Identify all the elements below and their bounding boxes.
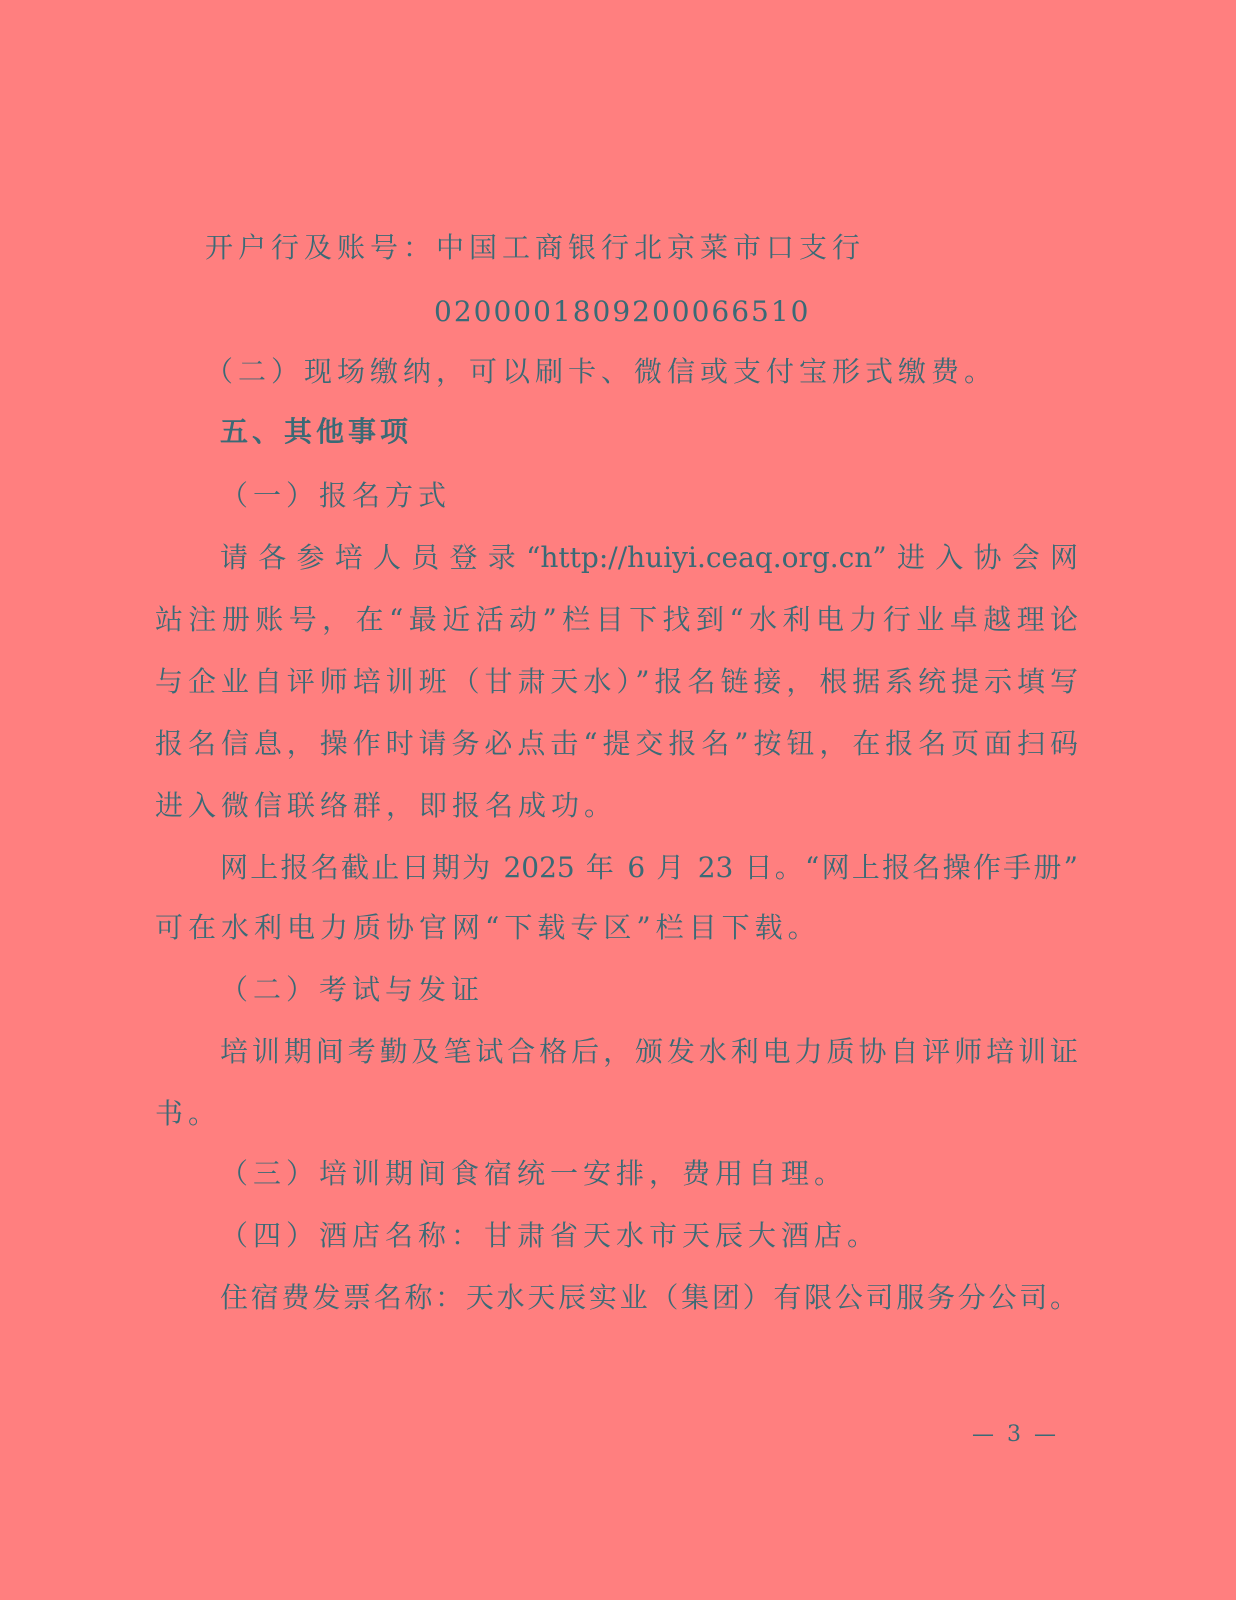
exam-paragraph-line: 书。 — [155, 1097, 222, 1130]
account-number: 0200001809200066510 — [434, 295, 811, 328]
deadline-paragraph-line: 可在水利电力质协官网“下载专区”栏目下载。 — [155, 911, 821, 944]
registration-paragraph-line: 请各参培人员登录“http://huiyi.ceaq.org.cn”进入协会网 — [220, 541, 1078, 574]
registration-paragraph-line: 进入微信联络群，即报名成功。 — [155, 789, 618, 822]
registration-paragraph-line: 站注册账号，在“最近活动”栏目下找到“水利电力行业卓越理论 — [155, 603, 1078, 636]
subheading-exam-certificate: （二）考试与发证 — [220, 973, 485, 1006]
registration-paragraph-line: 报名信息，操作时请务必点击“提交报名”按钮，在报名页面扫码 — [155, 727, 1078, 760]
page-number: — 3 — — [972, 1422, 1059, 1447]
bank-account-line: 开户行及账号：中国工商银行北京菜市口支行 — [205, 231, 866, 264]
registration-paragraph-line: 与企业自评师培训班（甘肃天水）”报名链接，根据系统提示填写 — [155, 665, 1078, 698]
subheading-registration: （一）报名方式 — [220, 479, 452, 512]
accommodation-line: （三）培训期间食宿统一安排，费用自理。 — [220, 1157, 848, 1190]
section-heading-other-matters: 五、其他事项 — [220, 415, 413, 448]
hotel-name-line: （四）酒店名称：甘肃省天水市天辰大酒店。 — [220, 1219, 881, 1252]
deadline-paragraph-line: 网上报名截止日期为 2025 年 6 月 23 日。“网上报名操作手册” — [220, 851, 1078, 884]
onsite-payment-line: （二）现场缴纳，可以刷卡、微信或支付宝形式缴费。 — [205, 355, 998, 388]
exam-paragraph-line: 培训期间考勤及笔试合格后，颁发水利电力质协自评师培训证 — [220, 1035, 1078, 1068]
invoice-name-line: 住宿费发票名称：天水天辰实业（集团）有限公司服务分公司。 — [220, 1281, 1078, 1314]
